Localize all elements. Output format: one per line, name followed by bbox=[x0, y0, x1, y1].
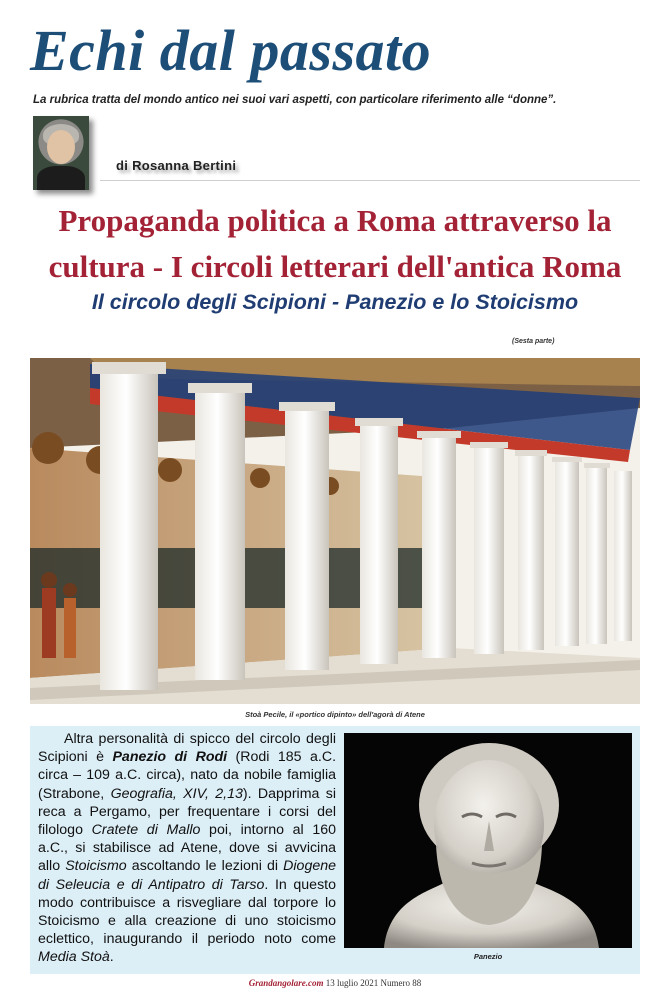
article-subtitle: Il circolo degli Scipioni - Panezio e lo Stoicismo bbox=[91, 290, 579, 314]
author-photo bbox=[33, 116, 89, 190]
part-label: (Sesta parte) bbox=[512, 338, 555, 345]
tagline: La rubrica tratta del mondo antico nei suoi vari aspetti, con particolare riferimento alle “donne”. bbox=[33, 94, 557, 106]
divider bbox=[100, 180, 640, 181]
footer bbox=[0, 978, 670, 988]
article-body: Altra personalità di spicco del circolo degli Scipioni è Panezio di Rodi (Rodi 185 a.C. circa – 109 a.C. circa), nato da nobile famiglia (Strabone, Geografia, XIV, 2,13). Dapprima si reca a Pergamo, per frequentare i corsi del filologo Cratete di Mallo poi, intorno al 160 a.C., si stabilisce ad Atene, dove si avvicina allo Stoicismo ascoltando le lezioni di Diogene di Seleucia e di Antipatro di Tarso. In questo modo contribuisce a risvegliare dal torpore lo Stoicismo e alla creazione di uno stoicismo eclettico, inaugurando il periodo noto come Media Stoà. bbox=[38, 731, 337, 966]
image-caption: Stoà Pecile, il «portico dipinto» dell'agorà di Atene bbox=[245, 710, 425, 719]
article-title-line1: Propaganda politica a Roma attraverso la bbox=[58, 203, 612, 238]
byline: di Rosanna Bertini bbox=[116, 158, 237, 173]
portrait-caption: Panezio bbox=[473, 952, 503, 961]
panezio-bust bbox=[344, 733, 632, 948]
footer-issue: Numero 88 bbox=[380, 978, 422, 988]
footer-site: Grandangolare.com bbox=[248, 978, 324, 988]
masthead: Echi dal passato bbox=[30, 18, 432, 83]
article-title-line2: cultura - I circoli letterari dell'antica Roma bbox=[48, 249, 622, 284]
footer-date: 13 luglio 2021 bbox=[325, 978, 379, 988]
stoa-illustration bbox=[30, 358, 640, 704]
